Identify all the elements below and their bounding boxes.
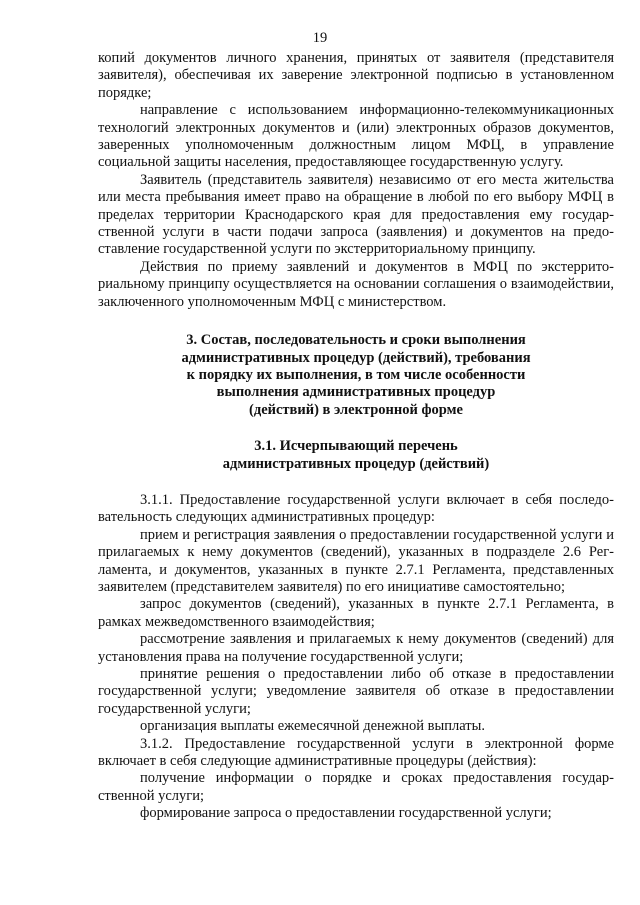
list-item: формирование запроса о предоставлении государственной услуги; — [140, 805, 552, 822]
list-item: организация выплаты ежемесячной денежной выплаты. — [140, 718, 485, 735]
list-item: принятие решения о предоставлении либо об отказе в предоставлении государственной услуги; уведомление заявителя об отказе в предоставлении государственной услуги; — [98, 666, 614, 717]
page-number: 19 — [312, 30, 328, 46]
paragraph: направление с использованием информационно-телекоммуникационных технологий электронных документов и (или) электронных образов документов, заверенных уполномоченным должностным лицом МФЦ, в управление социальной защиты населения, предоставляющее государственную услугу. — [98, 102, 614, 171]
subsection-heading — [98, 438, 614, 473]
list-item: запрос документов (сведений), указанных в пункте 2.7.1 Регламента, в рамках межведомственного взаимодействия; — [98, 596, 614, 630]
heading-line: административных процедур (действий) — [222, 455, 490, 472]
page-content — [98, 50, 614, 823]
paragraph: Действия по приему заявлений и документов в МФЦ по экстерриториальному принципу осуществляется на основании соглашения о взаимодействии, заключенного уполномоченным МФЦ с министерством. — [98, 258, 614, 310]
heading-line: к порядку их выполнения, в том числе особенности — [186, 366, 526, 383]
list-item: рассмотрение заявления и прилагаемых к нему документов (сведений) для установления права на получение государственной услуги; — [98, 631, 614, 665]
heading-line: 3. Состав, последовательность и сроки выполнения — [186, 332, 526, 349]
paragraph: копий документов личного хранения, принятых от заявителя (представителя заявителя), обеспечивая их заверение электронной подписью в установленном порядке; — [98, 50, 614, 101]
section-heading — [98, 332, 614, 419]
heading-line: административных процедур (действий), требования — [181, 349, 531, 366]
paragraph: 3.1.2. Предоставление государственной услуги в электронной форме включает в себя следующие административные процедуры (действия): — [98, 735, 614, 770]
paragraph: Заявитель (представитель заявителя) независимо от его места жительства или места пребывания имеет право на обращение в любой по его выбору МФЦ в пределах территории Краснодарского края для предоставления ему государственной услуги в части подачи запроса (заявления) и документов на предоставление государственной услуги по экстерриториальному принципу. — [98, 171, 614, 258]
list-item: прием и регистрация заявления о предоставлении государственной услуги и прилагаемых к нему документов (сведений), указанных в подразделе 2.6 Регламента, и документов, указанных в пункте 2.7.1 Регламента, представленных заявителем (представителем заявителя) по его инициативе самостоятельно; — [98, 526, 614, 595]
paragraph: 3.1.1. Предоставление государственной услуги включает в себя последовательность следующих административных процедур: — [98, 491, 614, 526]
heading-line: (действий) в электронной форме — [249, 401, 463, 418]
list-item: получение информации о порядке и сроках предоставления государственной услуги; — [98, 770, 614, 804]
heading-line: 3.1. Исчерпывающий перечень — [254, 438, 458, 455]
heading-line: выполнения административных процедур — [216, 384, 496, 401]
